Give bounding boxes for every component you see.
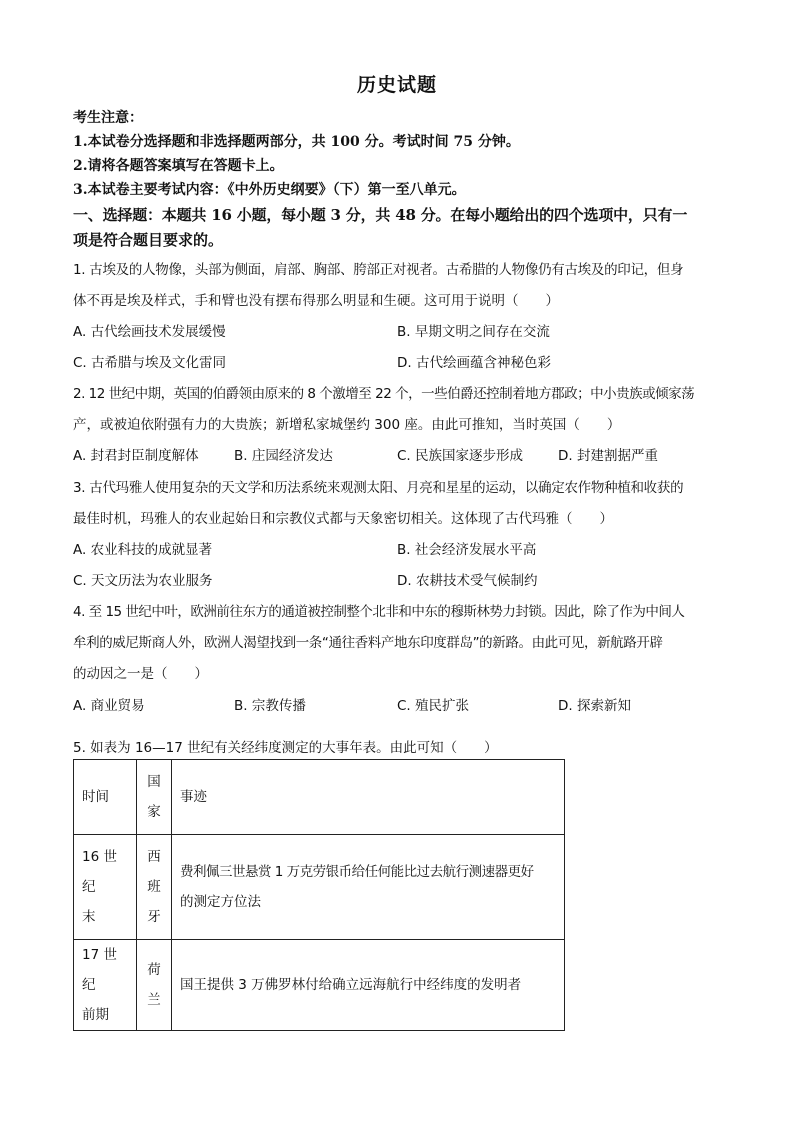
- cell-text: 班: [147, 879, 161, 895]
- header-time: [74, 760, 137, 835]
- question-1-option-d: D. 古代绘画蕴含神秘色彩: [397, 355, 551, 371]
- cell-text: 西: [147, 849, 161, 865]
- question-2-text: 产，或被迫依附强有力的大贵族；新增私家城堡约 300 座。由此可推知，当时英国（ ）: [73, 417, 621, 433]
- question-1-text: 1. 古埃及的人物像，头部为侧面，肩部、胸部、胯部正对视者。古希腊的人物像仍有古埃及的印记，但身: [73, 262, 684, 278]
- question-1-text: 体不再是埃及样式，手和臂也没有摆布得那么明显和生硬。这可用于说明（ ）: [73, 293, 559, 309]
- notice-item: 3.本试卷主要考试内容：《中外历史纲要》（下）第一至八单元。: [73, 182, 466, 198]
- cell-text: 兰: [147, 992, 161, 1008]
- header-cell-text: 时间: [82, 789, 109, 805]
- question-4-text: 的动因之一是（ ）: [73, 666, 208, 682]
- page-title: 历史试题: [356, 74, 437, 96]
- question-2-option-d: D. 封建割据严重: [558, 448, 658, 464]
- question-4-option-d: D. 探索新知: [558, 698, 631, 714]
- cell-text: 国王提供 3 万佛罗林付给确立远海航行中经纬度的发明者: [180, 977, 522, 993]
- question-3-option-b: B. 社会经济发展水平高: [397, 542, 537, 558]
- section-heading-cont: 项是符合题目要求的。: [73, 231, 224, 249]
- question-4-text: 4. 至 15 世纪中叶，欧洲前往东方的通道被控制整个北非和中东的穆斯林势力封锁。因此，除了作为中间人: [73, 604, 685, 620]
- cell-event: [172, 835, 565, 940]
- question-3-option-d: D. 农耕技术受气候制约: [397, 573, 538, 589]
- header-country: [137, 760, 172, 835]
- question-3-text: 3. 古代玛雅人使用复杂的天文学和历法系统来观测太阳、月亮和星星的运动，以确定农作物种植和收获的: [73, 480, 684, 496]
- cell-text: 前期: [82, 1007, 109, 1023]
- question-1-option-a: A. 古代绘画技术发展缓慢: [73, 324, 226, 340]
- header-cell-text: 家: [147, 804, 161, 820]
- cell-text: 16 世纪: [82, 849, 117, 895]
- cell-text: 荷: [147, 962, 161, 978]
- notice-item: 1.本试卷分选择题和非选择题两部分，共 100 分。考试时间 75 分钟。: [73, 134, 520, 150]
- question-2-option-c: C. 民族国家逐步形成: [397, 448, 524, 464]
- cell-country: [137, 835, 172, 940]
- notice-heading: 考生注意：: [73, 110, 143, 126]
- cell-text: 17 世纪: [82, 947, 117, 993]
- question-3-text: 最佳时机，玛雅人的农业起始日和宗教仪式都与天象密切相关。这体现了古代玛雅（ ）: [73, 511, 613, 527]
- cell-text: 费利佩三世悬赏 1 万克劳银币给任何能比过去航行测速器更好: [180, 864, 534, 880]
- cell-time: [74, 940, 137, 1031]
- header-cell-text: 国: [147, 774, 161, 790]
- question-4-option-c: C. 殖民扩张: [397, 698, 470, 714]
- table-header-row: [74, 760, 565, 835]
- question-2-option-b: B. 庄园经济发达: [234, 448, 333, 464]
- notice-item: 2.请将各题答案填写在答题卡上。: [73, 158, 284, 174]
- cell-text: 牙: [147, 909, 161, 925]
- header-event: [172, 760, 565, 835]
- question-5-text: 5. 如表为 16—17 世纪有关经纬度测定的大事年表。由此可知（ ）: [73, 740, 498, 756]
- question-4-text: 牟利的威尼斯商人外，欧洲人渴望找到一条“通往香料产地东印度群岛”的新路。由此可见，新航路开辟: [73, 635, 663, 651]
- question-4-option-b: B. 宗教传播: [234, 698, 306, 714]
- question-3-option-a: A. 农业科技的成就显著: [73, 542, 213, 558]
- section-heading: 一、选择题：本题共 16 小题，每小题 3 分，共 48 分。在每小题给出的四个选项中，只有一: [73, 206, 688, 224]
- question-1-option-b: B. 早期文明之间存在交流: [397, 324, 550, 340]
- cell-event: [172, 940, 565, 1031]
- timeline-table: [73, 759, 565, 1031]
- question-2-option-a: A. 封君封臣制度解体: [73, 448, 199, 464]
- header-cell-text: 事迹: [180, 789, 207, 805]
- question-2-text: 2. 12 世纪中期，英国的伯爵领由原来的 8 个激增至 22 个，一些伯爵还控制着地方郡政；中小贵族或倾家荡: [73, 386, 695, 402]
- question-4-option-a: A. 商业贸易: [73, 698, 145, 714]
- cell-country: [137, 940, 172, 1031]
- table-row: [74, 835, 565, 940]
- cell-text: 末: [82, 909, 96, 925]
- cell-text: 的测定方位法: [180, 894, 261, 910]
- question-1-option-c: C. 古希腊与埃及文化雷同: [73, 355, 227, 371]
- table-row: [74, 940, 565, 1031]
- question-3-option-c: C. 天文历法为农业服务: [73, 573, 213, 589]
- cell-time: [74, 835, 137, 940]
